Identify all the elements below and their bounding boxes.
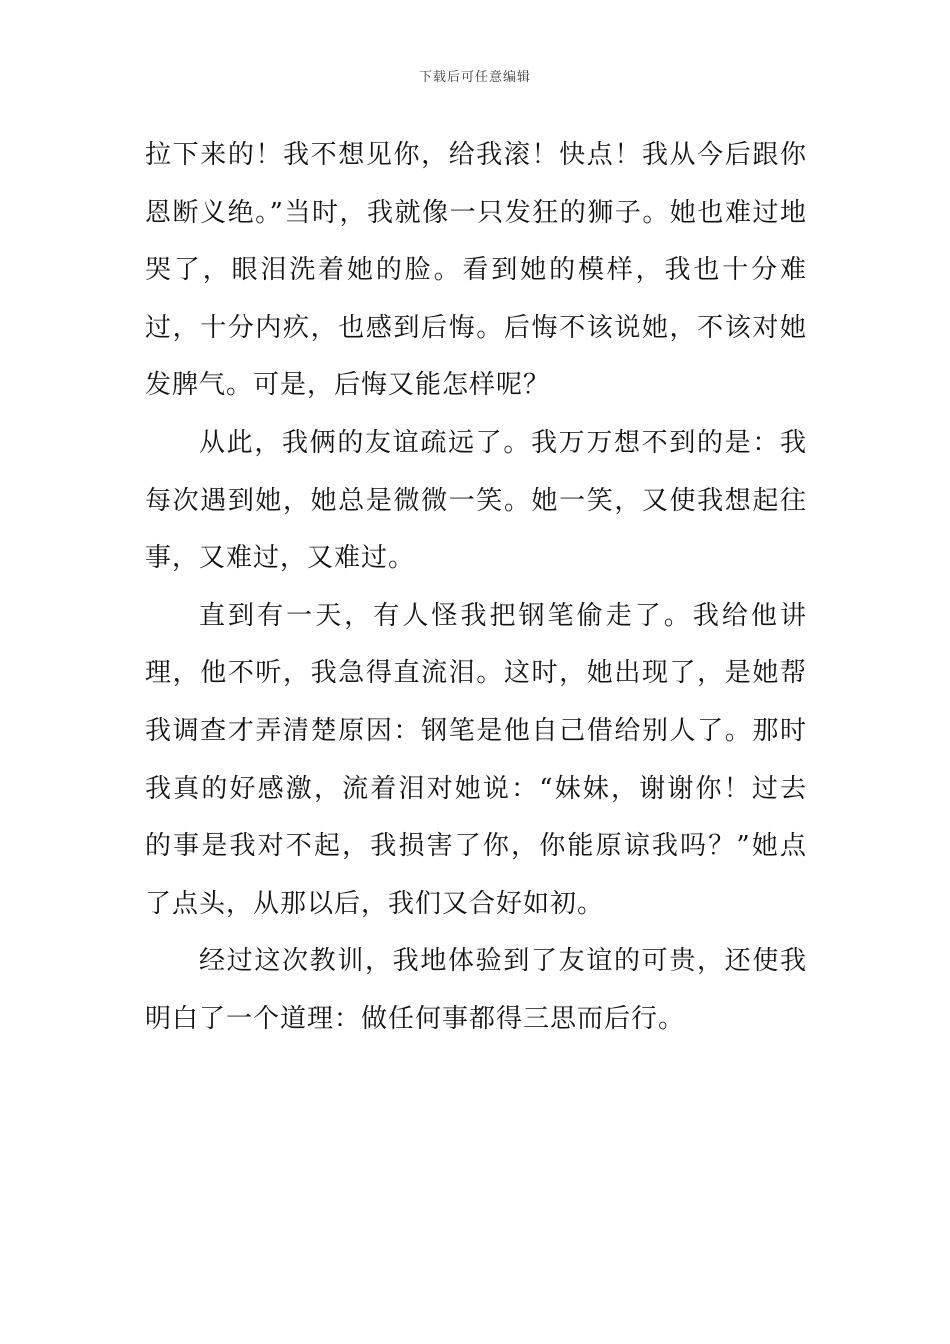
paragraph-2: 从此，我俩的友谊疏远了。我万万想不到的是：我每次遇到她，她总是微微一笑。她一笑，又使我想起往事，又难过，又难过。 xyxy=(145,427,807,574)
document-body xyxy=(145,127,807,1049)
paragraph-3: 直到有一天，有人怪我把钢笔偷走了。我给他讲理，他不听，我急得直流泪。这时，她出现了，是她帮我调查才弄清楚原因：钢笔是他自己借给别人了。那时我真的好感激，流着泪对她说：“妹妹，谢谢你！过去的事是我对不起，我损害了你，你能原谅我吗？”她点了点头，从那以后，我们又合好如初。 xyxy=(145,600,807,919)
page-header: 下载后可任意编辑 xyxy=(418,70,531,85)
paragraph-1: 拉下来的！我不想见你，给我滚！快点！我从今后跟你恩断义绝。”当时，我就像一只发狂的狮子。她也难过地哭了，眼泪洗着她的脸。看到她的模样，我也十分难过，十分内疚，也感到后悔。后悔不该说她，不该对她发脾气。可是，后悔又能怎样呢？ xyxy=(145,140,807,401)
paragraph-4: 经过这次教训，我地体验到了友谊的可贵，还使我明白了一个道理：做任何事都得三思而后行。 xyxy=(145,946,807,1034)
